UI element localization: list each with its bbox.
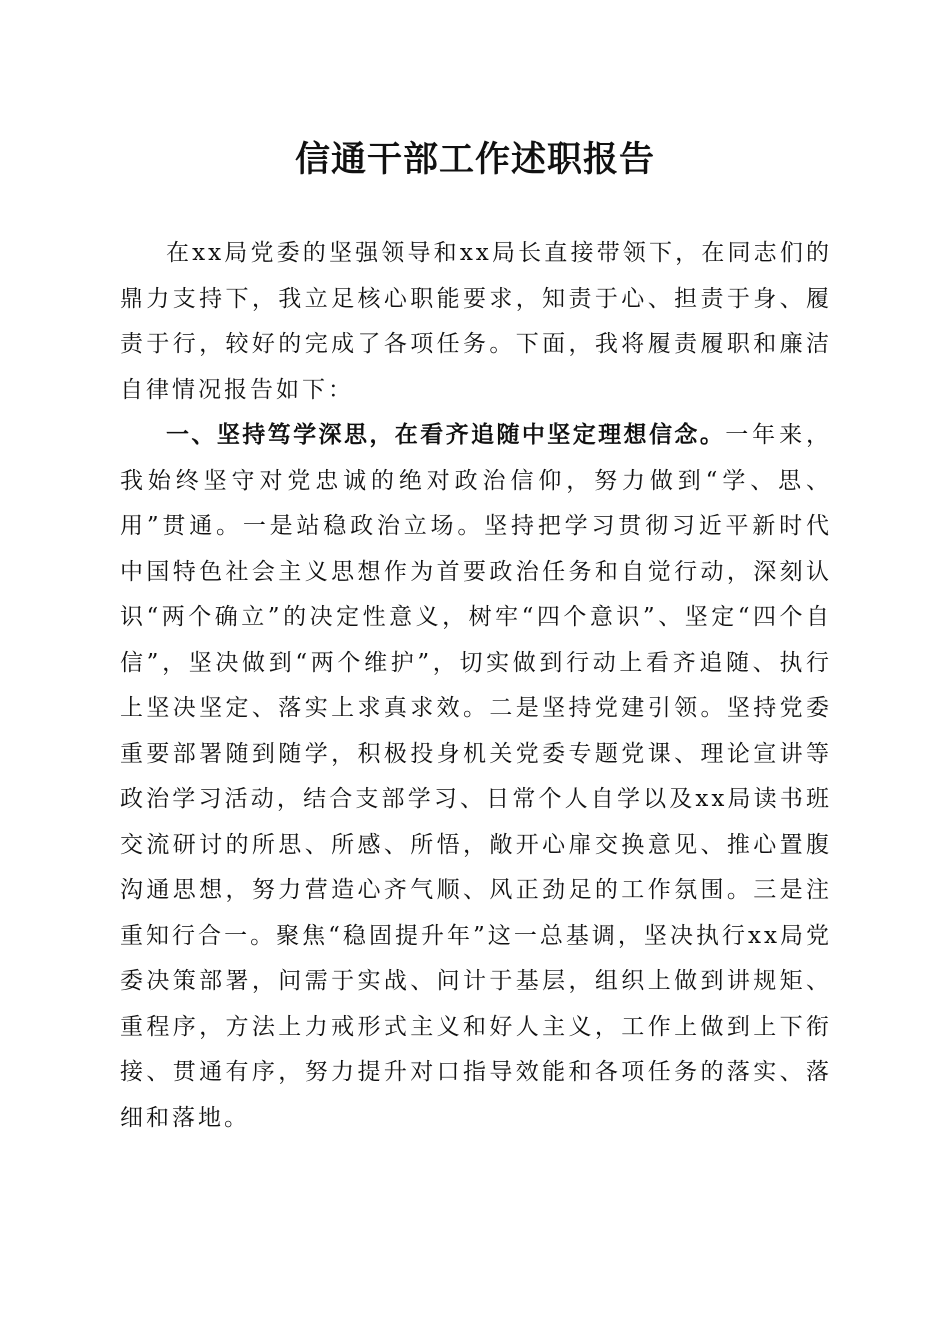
intro-paragraph: 在xx局党委的坚强领导和xx局长直接带领下，在同志们的鼎力支持下，我立足核心职能要求，知责于心、担责于身、履责于行，较好的完成了各项任务。下面，我将履责履职和廉洁自律情况报告如下： — [120, 240, 832, 403]
document-body — [120, 231, 832, 1141]
section-1-heading: 一、坚持笃学深思，在看齐追随中坚定理想信念。 — [166, 422, 726, 448]
document-title: 信通干部工作述职报告 — [294, 139, 655, 180]
section-1-paragraph — [120, 413, 832, 1141]
section-1-text: 一年来，我始终坚守对党忠诚的绝对政治信仰，努力做到“学、思、用”贯通。一是站稳政治立场。坚持把学习贯彻习近平新时代中国特色社会主义思想作为首要政治任务和自觉行动，深刻认识“两个确立”的决定性意义，树牢“四个意识”、坚定“四个自信”，坚决做到“两个维护”，切实做到行动上看齐追随、执行上坚决坚定、落实上求真求效。二是坚持党建引领。坚持党委重要部署随到随学，积极投身机关党委专题党课、理论宣讲等政治学习活动，结合支部学习、日常个人自学以及xx局读书班交流研讨的所思、所感、所悟，敞开心扉交换意见、推心置腹沟通思想，努力营造心齐气顺、风正劲足的工作氛围。三是注重知行合一。聚焦“稳固提升年”这一总基调，坚决执行xx局党委决策部署，问需于实战、问计于基层，组织上做到讲规矩、重程序，方法上力戒形式主义和好人主义，工作上做到上下衔接、贯通有序，努力提升对口指导效能和各项任务的落实、落细和落地。 — [120, 422, 833, 1131]
